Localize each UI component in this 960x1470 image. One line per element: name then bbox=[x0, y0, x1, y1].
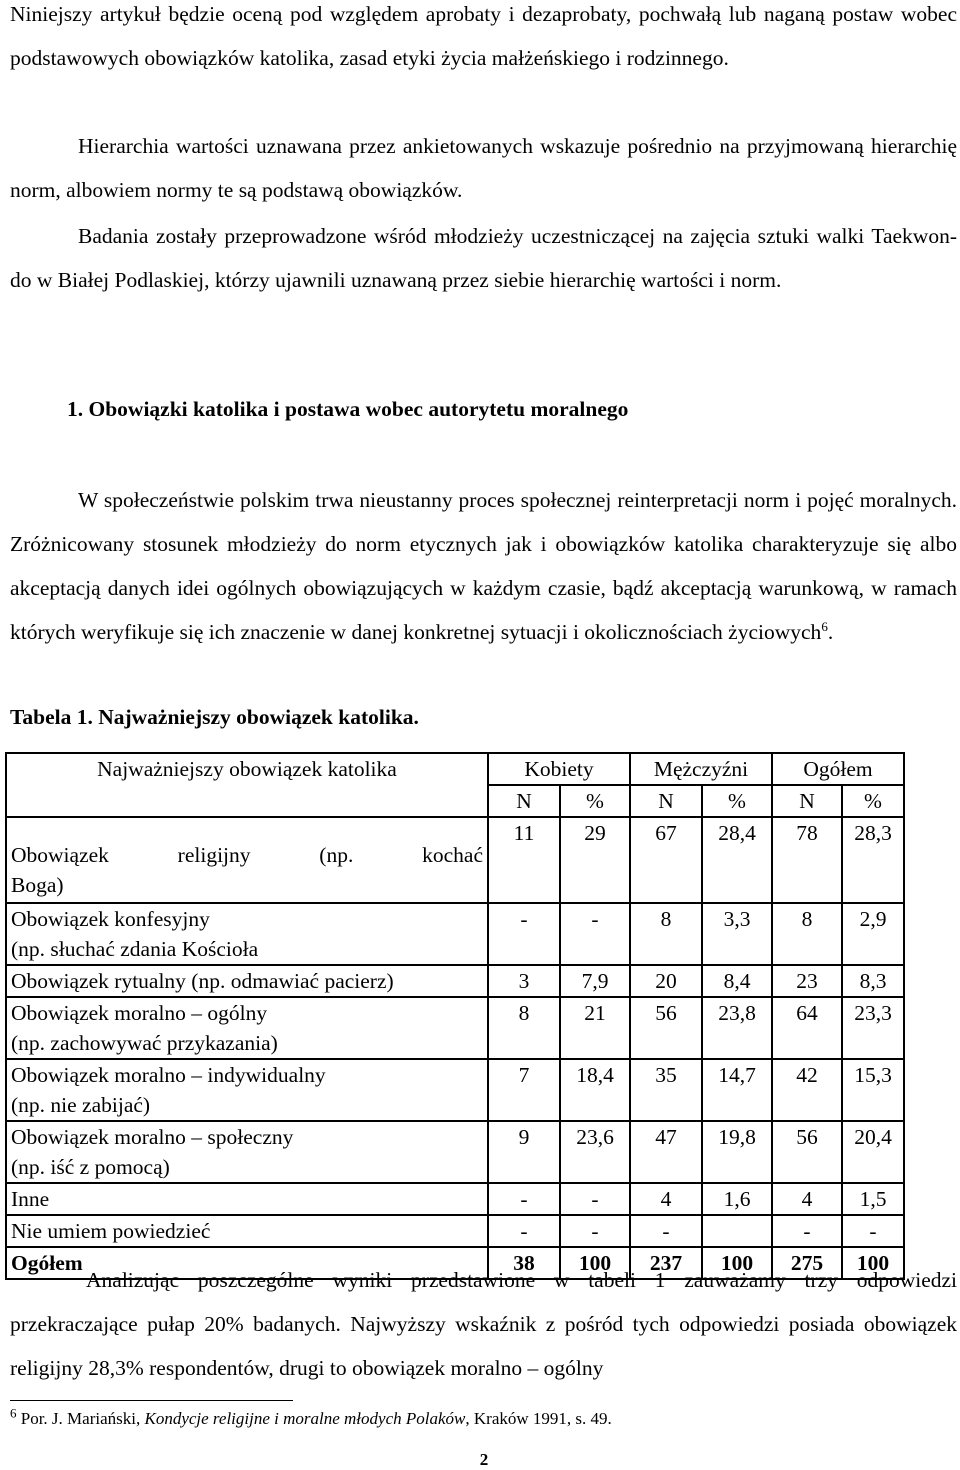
table-cell: 19,8 bbox=[702, 1121, 772, 1183]
row-label: Obowiązek moralno – społeczny (np. iść z pomocą) bbox=[6, 1121, 488, 1183]
table-cell: - bbox=[488, 1215, 560, 1247]
table-cell: - bbox=[560, 903, 630, 965]
footnote: $^6$ Por. J. Mariański, Kondycje religijne i moralne młodych Polaków, Kraków 1991, s. 49. bbox=[10, 1405, 612, 1428]
table-cell: 4 bbox=[630, 1183, 702, 1215]
table-cell: 8 bbox=[488, 997, 560, 1059]
table-cell: 29 bbox=[560, 817, 630, 903]
table-cell: 2,9 bbox=[842, 903, 904, 965]
subheader-cell: N bbox=[488, 785, 560, 817]
table-cell: 8,3 bbox=[842, 965, 904, 997]
table-cell: - bbox=[560, 1215, 630, 1247]
row-label: Obowiązek rytualny (np. odmawiać pacierz) bbox=[6, 965, 488, 997]
table-cell: 1,6 bbox=[702, 1183, 772, 1215]
table-row bbox=[6, 1121, 904, 1183]
row-label: Obowiązek religijny (np. kochać Boga) bbox=[6, 817, 488, 903]
cited-title: Kondycje religijne i moralne młodych Polaków bbox=[144, 1409, 466, 1428]
table-cell: - bbox=[842, 1215, 904, 1247]
table-cell: 100 bbox=[702, 1247, 772, 1279]
table-row bbox=[6, 1183, 904, 1215]
row-label: Obowiązek moralno – ogólny (np. zachowywać przykazania) bbox=[6, 997, 488, 1059]
table-cell bbox=[702, 1215, 772, 1247]
table-cell: 21 bbox=[560, 997, 630, 1059]
table-cell: 47 bbox=[630, 1121, 702, 1183]
table-cell: 28,3 bbox=[842, 817, 904, 903]
table-cell: 38 bbox=[488, 1247, 560, 1279]
footnote-marker: 6 bbox=[10, 1405, 17, 1421]
duties-table bbox=[5, 752, 905, 1280]
subheader-cell: % bbox=[702, 785, 772, 817]
table-cell: 28,4 bbox=[702, 817, 772, 903]
table-cell: 7 bbox=[488, 1059, 560, 1121]
table-cell: 64 bbox=[772, 997, 842, 1059]
table-cell: 35 bbox=[630, 1059, 702, 1121]
total-label: Ogółem bbox=[6, 1247, 488, 1279]
table-cell: 1,5 bbox=[842, 1183, 904, 1215]
subheader-cell: % bbox=[560, 785, 630, 817]
table-cell: 100 bbox=[842, 1247, 904, 1279]
table-row bbox=[6, 965, 904, 997]
table-cell: 56 bbox=[772, 1121, 842, 1183]
table-cell: 9 bbox=[488, 1121, 560, 1183]
table-cell: 4 bbox=[772, 1183, 842, 1215]
table-cell: - bbox=[488, 903, 560, 965]
table-caption: Tabela 1. Najważniejszy obowiązek katolika. bbox=[10, 705, 419, 729]
table-cell: 8 bbox=[772, 903, 842, 965]
subheader-cell: N bbox=[630, 785, 702, 817]
table-cell: 23,3 bbox=[842, 997, 904, 1059]
table-cell: - bbox=[560, 1183, 630, 1215]
table-cell: 14,7 bbox=[702, 1059, 772, 1121]
table-cell: 56 bbox=[630, 997, 702, 1059]
table-cell: 18,4 bbox=[560, 1059, 630, 1121]
table-cell: - bbox=[488, 1183, 560, 1215]
table-cell: 20,4 bbox=[842, 1121, 904, 1183]
table-row bbox=[6, 1215, 904, 1247]
row-label: Obowiązek konfesyjny (np. słuchać zdania Kościoła bbox=[6, 903, 488, 965]
table-cell: 7,9 bbox=[560, 965, 630, 997]
table-cell: 3 bbox=[488, 965, 560, 997]
table-cell: 237 bbox=[630, 1247, 702, 1279]
table-cell: 67 bbox=[630, 817, 702, 903]
table-cell: 15,3 bbox=[842, 1059, 904, 1121]
hierarchy-paragraph: Hierarchia wartości uznawana przez ankietowanych wskazuje pośrednio na przyjmowaną hierarchię norm, albowiem normy te są podstawą obowiązków. bbox=[10, 134, 957, 202]
research-paragraph: Badania zostały przeprowadzone wśród młodzieży uczestniczącej na zajęcia sztuki walki Taekwon-do w Białej Podlaskiej, którzy ujawnili uznawaną przez siebie hierarchię wartości i norm. bbox=[10, 224, 957, 292]
row-label: Inne bbox=[6, 1183, 488, 1215]
table-row bbox=[6, 997, 904, 1059]
subheader-cell: % bbox=[842, 785, 904, 817]
table-cell: 275 bbox=[772, 1247, 842, 1279]
table-cell: - bbox=[772, 1215, 842, 1247]
page-number: 2 bbox=[479, 1450, 489, 1469]
group-header: Ogółem bbox=[772, 753, 904, 785]
intro-paragraph: Niniejszy artykuł będzie oceną pod względem aprobaty i dezaprobaty, pochwałą lub naganą postaw wobec podstawowych obowiązków katolika, zasad etyki życia małżeńskiego i rodzinnego. bbox=[10, 2, 957, 70]
table-header-label: Najważniejszy obowiązek katolika bbox=[6, 753, 488, 817]
row-label: Nie umiem powiedzieć bbox=[6, 1215, 488, 1247]
table-cell: 20 bbox=[630, 965, 702, 997]
table-row bbox=[6, 1059, 904, 1121]
society-paragraph: W społeczeństwie polskim trwa nieustanny proces społecznej reinterpretacji norm i pojęć moralnych. Zróżnicowany stosunek młodzieży do norm etycznych jak i obowiązków katolika charakteryzuje się albo akceptacją danych idei ogólnych obowiązujących w każdym czasie, bądź akceptacją warunkową, w ramach których weryfikuje się ich znaczenie w danej konkretnej sytuacji i okolicznościach życiowych$^6$. bbox=[10, 488, 957, 644]
table-cell: 23 bbox=[772, 965, 842, 997]
analysis-paragraph: Analizując poszczególne wyniki przedstawione w tabeli 1 zauważamy trzy odpowiedzi przekraczające pułap 20% badanych. Najwyższy wskaźnik z pośród tych odpowiedzi posiada obowiązek religijny 28,3% respondentów, drugi to obowiązek moralno – ogólny bbox=[10, 1268, 957, 1380]
table-cell: 3,3 bbox=[702, 903, 772, 965]
table-cell: 23,6 bbox=[560, 1121, 630, 1183]
table-row bbox=[6, 817, 904, 903]
table-cell: 8,4 bbox=[702, 965, 772, 997]
footnote-reference[interactable]: 6 bbox=[821, 618, 828, 634]
table-cell: 8 bbox=[630, 903, 702, 965]
table-cell: 78 bbox=[772, 817, 842, 903]
table-cell: 100 bbox=[560, 1247, 630, 1279]
table-cell: 11 bbox=[488, 817, 560, 903]
subheader-cell: N bbox=[772, 785, 842, 817]
table-cell: 23,8 bbox=[702, 997, 772, 1059]
row-label: Obowiązek moralno – indywidualny (np. nie zabijać) bbox=[6, 1059, 488, 1121]
group-header: Mężczyźni bbox=[630, 753, 772, 785]
table-cell: 42 bbox=[772, 1059, 842, 1121]
table-row bbox=[6, 903, 904, 965]
section-heading: 1. Obowiązki katolika i postawa wobec autorytetu moralnego bbox=[67, 397, 629, 421]
group-header: Kobiety bbox=[488, 753, 630, 785]
table-cell: - bbox=[630, 1215, 702, 1247]
footnote-separator bbox=[10, 1400, 293, 1401]
